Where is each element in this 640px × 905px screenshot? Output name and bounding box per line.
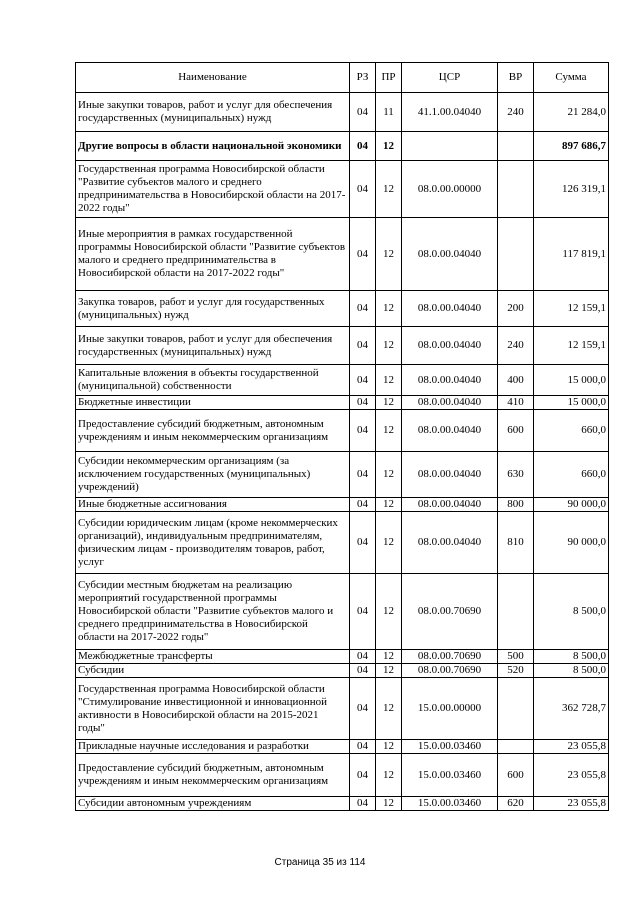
row-sum: 362 728,7 (534, 678, 609, 740)
table-row (76, 678, 609, 740)
row-csr: 08.0.00.04040 (402, 365, 498, 396)
row-pr: 12 (376, 512, 402, 574)
header-vr: ВР (498, 63, 534, 93)
row-name: Субсидии местным бюджетам на реализацию мероприятий государственной программы Новосибирской области "Развитие субъектов малого и среднего предпринимательства в Новосибирской области на 2017-2022 годы" (76, 574, 350, 650)
row-pr: 12 (376, 650, 402, 664)
row-pr: 11 (376, 93, 402, 132)
table-row (76, 452, 609, 498)
header-csr: ЦСР (402, 63, 498, 93)
row-pr: 12 (376, 664, 402, 678)
table-row (76, 574, 609, 650)
row-csr: 15.0.00.03460 (402, 754, 498, 797)
row-csr: 08.0.00.04040 (402, 327, 498, 365)
row-rz: 04 (350, 291, 376, 327)
row-name: Государственная программа Новосибирской области "Стимулирование инвестиционной и инновационной активности в Новосибирской области на 2015-2021 годы" (76, 678, 350, 740)
row-csr: 08.0.00.04040 (402, 396, 498, 410)
row-rz: 04 (350, 396, 376, 410)
table-row (76, 410, 609, 452)
row-csr: 15.0.00.03460 (402, 797, 498, 811)
row-rz: 04 (350, 218, 376, 291)
row-csr: 08.0.00.04040 (402, 291, 498, 327)
row-name: Другие вопросы в области национальной экономики (76, 132, 350, 161)
row-name: Иные бюджетные ассигнования (76, 498, 350, 512)
row-csr: 08.0.00.00000 (402, 161, 498, 218)
row-rz: 04 (350, 754, 376, 797)
row-sum: 12 159,1 (534, 291, 609, 327)
row-csr: 08.0.00.04040 (402, 452, 498, 498)
row-pr: 12 (376, 365, 402, 396)
row-vr: 410 (498, 396, 534, 410)
row-rz: 04 (350, 132, 376, 161)
row-csr: 41.1.00.04040 (402, 93, 498, 132)
row-sum: 897 686,7 (534, 132, 609, 161)
row-rz: 04 (350, 678, 376, 740)
row-sum: 8 500,0 (534, 664, 609, 678)
row-rz: 04 (350, 93, 376, 132)
row-vr: 200 (498, 291, 534, 327)
row-pr: 12 (376, 740, 402, 754)
row-rz: 04 (350, 797, 376, 811)
row-csr: 08.0.00.70690 (402, 664, 498, 678)
table-row (76, 365, 609, 396)
table-row (76, 797, 609, 811)
row-vr (498, 678, 534, 740)
row-vr (498, 132, 534, 161)
row-name: Субсидии автономным учреждениям (76, 797, 350, 811)
row-pr: 12 (376, 754, 402, 797)
row-rz: 04 (350, 650, 376, 664)
row-name: Прикладные научные исследования и разработки (76, 740, 350, 754)
table-row (76, 650, 609, 664)
row-vr: 810 (498, 512, 534, 574)
row-vr (498, 218, 534, 291)
row-csr: 08.0.00.04040 (402, 512, 498, 574)
row-name: Субсидии (76, 664, 350, 678)
row-csr: 08.0.00.04040 (402, 498, 498, 512)
row-vr (498, 574, 534, 650)
row-rz: 04 (350, 740, 376, 754)
row-name: Предоставление субсидий бюджетным, автономным учреждениям и иным некоммерческим организациям (76, 410, 350, 452)
header-sum: Сумма (534, 63, 609, 93)
row-rz: 04 (350, 161, 376, 218)
row-name: Капитальные вложения в объекты государственной (муниципальной) собственности (76, 365, 350, 396)
row-pr: 12 (376, 218, 402, 291)
row-sum: 8 500,0 (534, 650, 609, 664)
row-vr: 240 (498, 93, 534, 132)
table-header-row (76, 63, 609, 93)
table-row (76, 754, 609, 797)
row-vr: 500 (498, 650, 534, 664)
row-vr (498, 740, 534, 754)
table-row (76, 93, 609, 132)
row-rz: 04 (350, 512, 376, 574)
row-name: Субсидии юридическим лицам (кроме некоммерческих организаций), индивидуальным предпринимателям, физическим лицам - производителям товаров, работ, услуг (76, 512, 350, 574)
row-csr: 15.0.00.00000 (402, 678, 498, 740)
row-sum: 12 159,1 (534, 327, 609, 365)
row-name: Закупка товаров, работ и услуг для государственных (муниципальных) нужд (76, 291, 350, 327)
row-name: Предоставление субсидий бюджетным, автономным учреждениям и иным некоммерческим организациям (76, 754, 350, 797)
row-pr: 12 (376, 574, 402, 650)
page-footer: Страница 35 из 114 (274, 857, 366, 868)
row-vr: 520 (498, 664, 534, 678)
row-sum: 23 055,8 (534, 754, 609, 797)
row-pr: 12 (376, 291, 402, 327)
row-vr (498, 161, 534, 218)
row-sum: 660,0 (534, 410, 609, 452)
row-name: Межбюджетные трансферты (76, 650, 350, 664)
table-row (76, 740, 609, 754)
table-row (76, 161, 609, 218)
row-pr: 12 (376, 327, 402, 365)
row-pr: 12 (376, 132, 402, 161)
row-rz: 04 (350, 410, 376, 452)
row-sum: 23 055,8 (534, 797, 609, 811)
row-sum: 15 000,0 (534, 396, 609, 410)
row-pr: 12 (376, 678, 402, 740)
row-rz: 04 (350, 574, 376, 650)
row-rz: 04 (350, 452, 376, 498)
row-pr: 12 (376, 161, 402, 218)
table-row (76, 327, 609, 365)
row-name: Бюджетные инвестиции (76, 396, 350, 410)
table-row (76, 396, 609, 410)
budget-table (75, 62, 609, 811)
row-csr: 08.0.00.04040 (402, 410, 498, 452)
row-pr: 12 (376, 410, 402, 452)
row-vr: 800 (498, 498, 534, 512)
row-sum: 15 000,0 (534, 365, 609, 396)
table-row (76, 664, 609, 678)
row-vr: 400 (498, 365, 534, 396)
header-rz: РЗ (350, 63, 376, 93)
row-pr: 12 (376, 452, 402, 498)
row-sum: 660,0 (534, 452, 609, 498)
row-vr: 630 (498, 452, 534, 498)
row-vr: 600 (498, 754, 534, 797)
row-vr: 620 (498, 797, 534, 811)
table-row (76, 218, 609, 291)
table-row (76, 291, 609, 327)
header-name: Наименование (76, 63, 350, 93)
row-csr: 08.0.00.70690 (402, 574, 498, 650)
row-rz: 04 (350, 664, 376, 678)
row-sum: 90 000,0 (534, 512, 609, 574)
table-row-section (76, 132, 609, 161)
row-vr: 600 (498, 410, 534, 452)
row-rz: 04 (350, 365, 376, 396)
row-pr: 12 (376, 396, 402, 410)
row-sum: 126 319,1 (534, 161, 609, 218)
row-name: Государственная программа Новосибирской области "Развитие субъектов малого и среднего предпринимательства в Новосибирской области на 2017-2022 годы" (76, 161, 350, 218)
row-csr (402, 132, 498, 161)
row-pr: 12 (376, 797, 402, 811)
row-sum: 8 500,0 (534, 574, 609, 650)
row-name: Иные закупки товаров, работ и услуг для обеспечения государственных (муниципальных) нужд (76, 93, 350, 132)
row-csr: 08.0.00.04040 (402, 218, 498, 291)
row-sum: 117 819,1 (534, 218, 609, 291)
header-pr: ПР (376, 63, 402, 93)
table-row (76, 498, 609, 512)
row-name: Субсидии некоммерческим организациям (за исключением государственных (муниципальных) учреждений) (76, 452, 350, 498)
row-sum: 90 000,0 (534, 498, 609, 512)
row-vr: 240 (498, 327, 534, 365)
row-sum: 21 284,0 (534, 93, 609, 132)
row-sum: 23 055,8 (534, 740, 609, 754)
row-pr: 12 (376, 498, 402, 512)
table-row (76, 512, 609, 574)
row-name: Иные закупки товаров, работ и услуг для обеспечения государственных (муниципальных) нужд (76, 327, 350, 365)
row-name: Иные мероприятия в рамках государственной программы Новосибирской области "Развитие субъектов малого и среднего предпринимательства в Новосибирской области на 2017-2022 годы" (76, 218, 350, 291)
row-rz: 04 (350, 498, 376, 512)
row-csr: 08.0.00.70690 (402, 650, 498, 664)
row-rz: 04 (350, 327, 376, 365)
row-csr: 15.0.00.03460 (402, 740, 498, 754)
